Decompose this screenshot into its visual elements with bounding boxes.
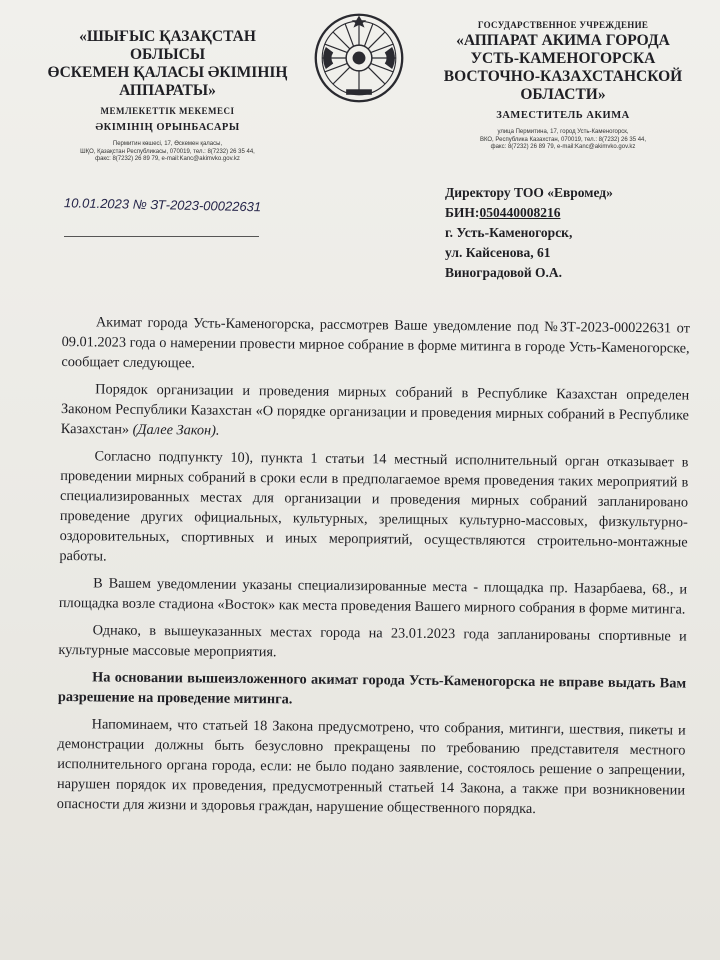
kz-address-line-3: факс: 8(7232) 26 89 79, e-mail:Kanc@akimvko.gov.kz <box>95 156 240 162</box>
body-paragraph-2 <box>61 379 690 446</box>
ru-institution-type: ГОСУДАРСТВЕННОЕ УЧРЕЖДЕНИЕ <box>477 20 649 30</box>
kz-org-line-1: «ШЫҒЫС ҚАЗАҚСТАН <box>79 28 256 45</box>
addressee-line-5: Виноградовой О.А. <box>445 265 563 280</box>
addressee-line-3: г. Усть-Каменогорск, <box>445 225 573 240</box>
header-kazakh <box>40 28 295 164</box>
kz-position: ӘКІМІНІҢ ОРЫНБАСАРЫ <box>95 122 240 133</box>
letter-body <box>57 312 690 828</box>
body-paragraph-1: Акимат города Усть-Каменогорска, рассмотрев Ваше уведомление под №ЗТ-2023-00022631 от 09.01.2023 года о намерении провести мирное собрание в форме митинга в городе Усть-Каменогорске, сообщает следующее. <box>61 314 690 372</box>
body-paragraph-7: Напоминаем, что статьей 18 Закона предусмотрено, что собрания, митинги, шествия, пикеты и демонстрации должны быть безусловно прекращены по требованию представителя местного исполнительного органа города, если: не было подано заявление, состоялось решение о запрещении, нарушен порядок их проведения, предусмотренный статьей 14 Закона, а также при возникновении опасности для жизни и здоровья граждан, нарушение общественного порядка. <box>56 716 686 817</box>
body-paragraph-2-italic: (Далее Закон). <box>132 421 220 439</box>
kz-address-line-2: ШҚО, Қазақстан Республикасы, 070019, тел.: 8(7232) 26 35 44, <box>80 148 255 155</box>
ru-address <box>418 129 708 152</box>
bin-label: БИН: <box>445 205 480 220</box>
kz-org-line-4: АППАРАТЫ» <box>119 82 216 99</box>
ru-position: ЗАМЕСТИТЕЛЬ АКИМА <box>496 110 630 121</box>
ru-org-line-1: «АППАРАТ АКИМА ГОРОДА <box>456 32 670 49</box>
body-paragraph-2-main: Порядок организации и проведения мирных собраний в Республике Казахстан определен Законом Республики Казахстан «О порядке организации и проведения мирных собраний в Республике Казахстан» <box>60 381 690 438</box>
header-russian <box>418 20 708 152</box>
kz-address-line-1: Пермитин көшесі, 17, Өскемен қаласы, <box>112 141 223 147</box>
ru-address-line-3: факс: 8(7232) 26 89 79, e-mail:Kanc@akimvko.gov.kz <box>490 144 636 150</box>
addressee-line-1: Директору ТОО «Евромед» <box>445 185 613 200</box>
ru-address-line-1: улица Пермитина, 17, город Усть-Каменогорск, <box>497 129 629 135</box>
body-paragraph-6-decision: На основании вышеизложенного акимат города Усть-Каменогорска не вправе выдать Вам разрешение на проведение митинга. <box>57 669 687 708</box>
kz-org-line-2: ОБЛЫСЫ <box>129 46 206 63</box>
kz-institution-type: МЕМЛЕКЕТТІК МЕКЕМЕСІ <box>100 106 235 116</box>
body-paragraph-3: Согласно подпункту 10), пункта 1 статьи 14 местный исполнительный орган отказывает в проведении мирных собраний в сроки если в предполагаемое время проведения таких мероприятий в специализированных местах для организации и проведения мирных собраний запланировано проведение других официальных, культурных, зрелищных культурно-массовых, физкультурно-оздоровительных, спортивных и иных мероприятий, осуществляются строительно-монтажные работы. <box>59 448 689 565</box>
kz-address <box>40 141 295 164</box>
kazakhstan-state-emblem-icon <box>313 12 405 104</box>
ru-org-line-4: ОБЛАСТИ» <box>520 86 606 103</box>
addressee-bin <box>445 203 715 223</box>
kz-org-line-3: ӨСКЕМЕН ҚАЛАСЫ ӘКІМІНІҢ <box>47 64 288 81</box>
ru-org-line-3: ВОСТОЧНО-КАЗАХСТАНСКОЙ <box>443 68 683 85</box>
ru-address-line-2: ВКО, Республика Казахстан, 070019, тел.: 8(7232) 26 35 44, <box>479 136 647 143</box>
addressee-line-4: ул. Кайсенова, 61 <box>445 245 551 260</box>
bin-value: 050440008216 <box>479 205 561 220</box>
body-paragraph-5: Однако, в вышеуказанных местах города на 23.01.2023 года запланированы спортивные и культурные массовые мероприятия. <box>58 622 687 661</box>
outgoing-reference: 10.01.2023 № ЗТ-2023-00022631 <box>63 195 262 215</box>
addressee-block <box>445 183 715 283</box>
outgoing-reference-underline <box>64 236 259 237</box>
ru-org-line-2: УСТЬ-КАМЕНОГОРСКА <box>470 50 656 67</box>
body-paragraph-4: В Вашем уведомлении указаны специализированные места - площадка пр. Назарбаева, 68., и площадка возле стадиона «Восток» как места проведения Вашего мирного собрания в форме митинга. <box>58 575 688 618</box>
